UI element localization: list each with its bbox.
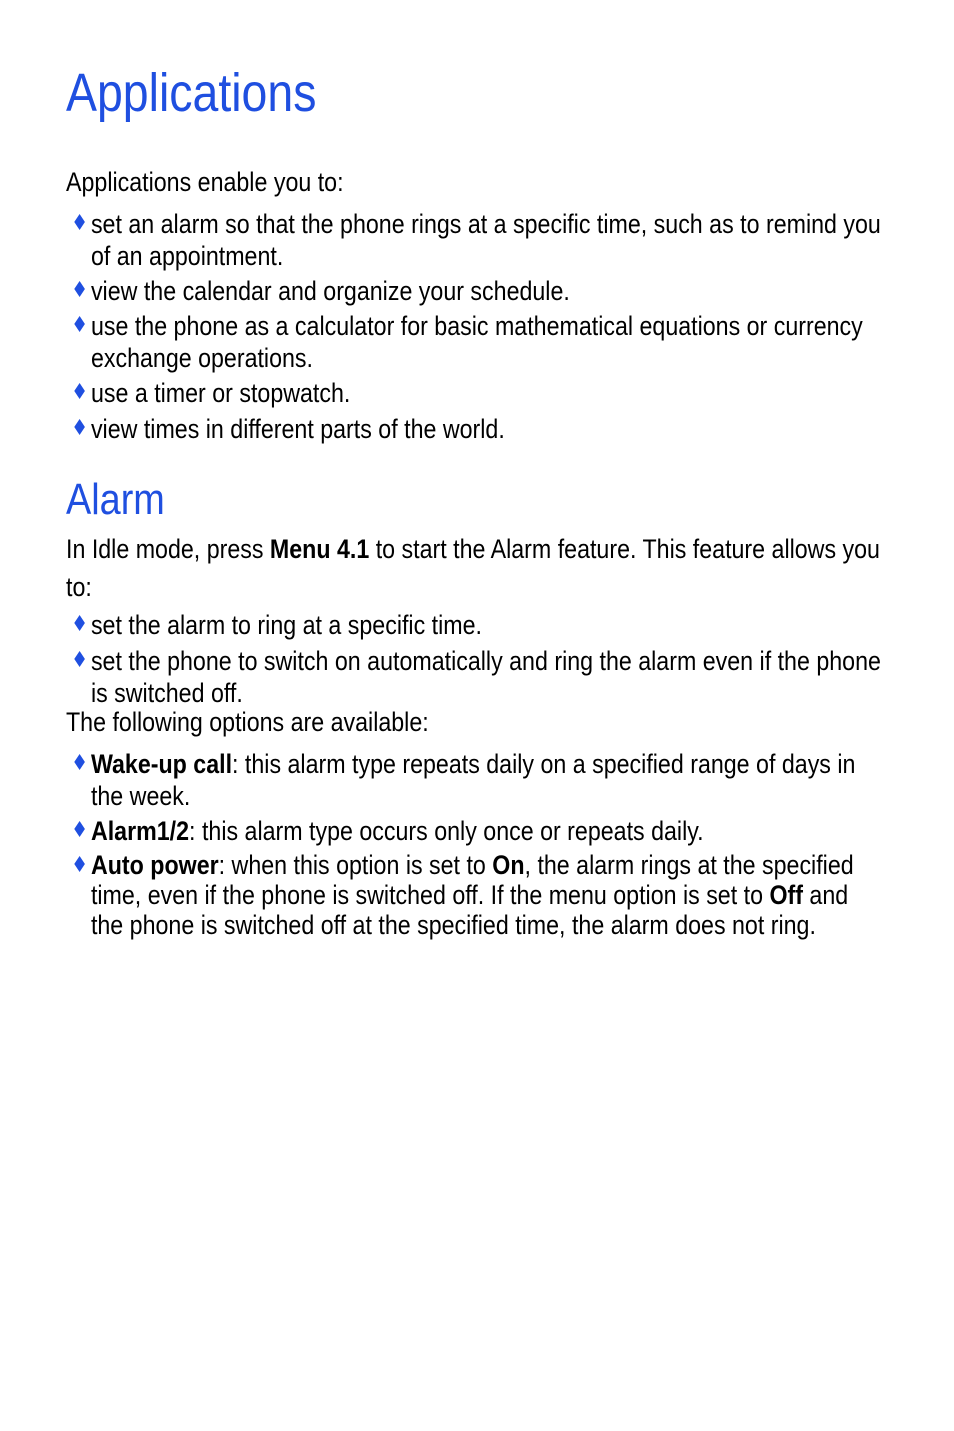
list-item: ♦ use a timer or stopwatch. (71, 378, 351, 408)
applications-intro: Applications enable you to: (66, 167, 344, 197)
diamond-bullet-icon: ♦ (71, 853, 89, 878)
diamond-bullet-icon: ♦ (71, 612, 89, 637)
diamond-bullet-icon: ♦ (71, 818, 89, 843)
options-intro: The following options are available: (66, 707, 429, 737)
option-value-off: Off (769, 880, 803, 910)
menu-path: Menu 4.1 (269, 534, 370, 564)
alarm-intro: In Idle mode, press Menu 4.1 to start the Alarm feature. This feature allows you to: (66, 534, 880, 602)
list-item: ♦ Alarm1/2: this alarm type occurs only once or repeats daily. (71, 816, 704, 846)
list-item: ♦ set the alarm to ring at a specific time. (71, 610, 482, 640)
diamond-bullet-icon: ♦ (71, 211, 89, 236)
option-term: Alarm1/2 (90, 816, 190, 846)
diamond-bullet-icon: ♦ (71, 380, 89, 405)
diamond-bullet-icon: ♦ (71, 313, 89, 338)
diamond-bullet-icon: ♦ (71, 416, 89, 441)
section-title-alarm: Alarm (66, 475, 165, 524)
list-item: ♦ use the phone as a calculator for basic mathematical equations or currency exchange operations. (71, 311, 863, 373)
list-item: ♦ view the calendar and organize your schedule. (71, 276, 570, 306)
alarm-features-list (66, 609, 886, 709)
list-item: ♦ set the phone to switch on automatically and ring the alarm even if the phone is switched off. (71, 646, 881, 708)
diamond-bullet-icon: ♦ (71, 278, 89, 303)
list-item: ♦ Wake-up call: this alarm type repeats daily on a specified range of days in the week. (71, 749, 856, 811)
diamond-bullet-icon: ♦ (71, 648, 89, 673)
alarm-options-list (66, 748, 886, 940)
list-item: ♦ view times in different parts of the world. (71, 414, 505, 444)
option-value-on: On (492, 850, 525, 880)
list-item: ♦ set an alarm so that the phone rings at a specific time, such as to remind you of an appointment. (71, 209, 881, 271)
option-term: Auto power (90, 850, 219, 880)
list-item: ♦ Auto power: when this option is set to On, the alarm rings at the specified time, even if the phone is switched off. If the menu option is set to Off and the phone is switched off at the specified time, the alarm does not ring. (71, 850, 854, 940)
applications-list (66, 208, 886, 445)
diamond-bullet-icon: ♦ (71, 751, 89, 776)
page-title: Applications (66, 63, 317, 123)
option-term: Wake-up call (90, 749, 233, 779)
